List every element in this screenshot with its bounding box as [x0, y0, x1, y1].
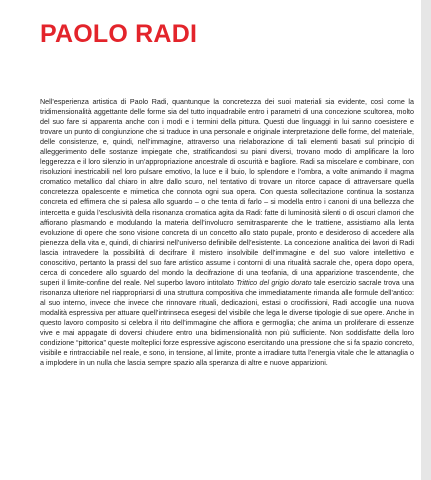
body-text-part-2: tale esercizio sacrale trova una risonanza ulteriore nel riappropriarsi di una struttura compositiva che immediatamente rimanda alle formule dell’antico: al suo interno, invece che invece che rinnovare rituali, dedicazioni, estasi o crocifissioni, Radi accoglie una nuova modalità espressiva per attuare quell’intrinseca esegesi del visibile che lega le diverse tipologie di sue opere. Anche in questo lavoro composito si celebra il rito dell’immagine che affiora e germoglia; che anima un proliferare di essenze vive e mai appagate di doversi chiudere entro una bidimensionalità non più sufficiente. Non soddisfatte della loro condizione “pittorica” queste molteplici forze espressive agiscono esercitando una pressione che si fa spazio concreto, visibile e rintracciabile nel reale, e sono, in tensione, al limite, pronte a irradiare tutta l’energia vitale che le attanaglia o a implodere in un nulla che lascia sempre spazio alla speranza di altre e nuove apparizioni. [40, 278, 415, 368]
article-body-text [40, 97, 414, 368]
body-text-part-1: Nell’esperienza artistica di Paolo Radi, quantunque la concretezza dei suoi materiali sia evidente, così come la tridimensionalità aggettante delle forme sia del tutto inquadrabile entro i parametri di una concezione scultorea, molto del suo fare si apparenta anche con i modi e i termini della pittura. Questi due linguaggi in lui sanno coesistere e trovare un punto di congiunzione che si traduce in una personale e originale interpretazione delle forme, del materiale, delle consistenze, e, quindi, nell’immagine, attraverso una rielaborazione di tali elementi basati sul principio di alleggerimento delle sostanze impiegate che, stratificandosi su piani diversi, trovano modo di amplificare la loro leggerezza e il loro silenzio in un’appropriazione ancestrale di oscurità e bagliore. Radi sa miscelare e combinare, con risoluzioni inestricabili nel loro pulsare emotivo, la luce e il buio, lo splendore e l’ombra, a volte animando il magma cromatico metallico dal chiaro in altre dallo scuro, nel tentativo di trovare un ritorce capace di attraversare quella concretezza opalescente e mimetica che connota ogni sua opera. Con questa sollecitazione continua la sostanza concreta ed effimera che si palesa allo sguardo – o che tenta di farlo – si modella entro i canoni di una bellezza che intercetta e guida l’esclusività della risonanza cromatica agita da Radi: fatte di luminosità silenti o di oscuri clamori che affiorano plasmando e modulando la materia dell’involucro semitrasparente che le trattiene, assistiamo alla lenta evoluzione di opere che sono visione concreta di un concetto allo stato pupale, pronto e desideroso di accedere alla pienezza della vita e, quindi, di chiarirsi nell’universo definibile dell’esistente. La concezione analitica dei lavori di Radi lascia intravedere la possibilità di decifrare il mistero insolvibile dell’immagine e del suo valore intellettivo e conoscitivo, pertanto la prassi del suo fare artistico assume i contorni di una ritualità sacrale che, opera dopo opera, cerca di concedere allo sguardo del mondo la decifrazione di una teofania, di una apparizione trascendente, che superi il limite-confine del reale. Nel superbo lavoro intitolato [40, 98, 414, 287]
page-edge-shadow [421, 0, 431, 480]
artist-name-heading: PAOLO RADI [40, 20, 198, 48]
artwork-title: Trittico del grigio dorato [236, 278, 312, 287]
